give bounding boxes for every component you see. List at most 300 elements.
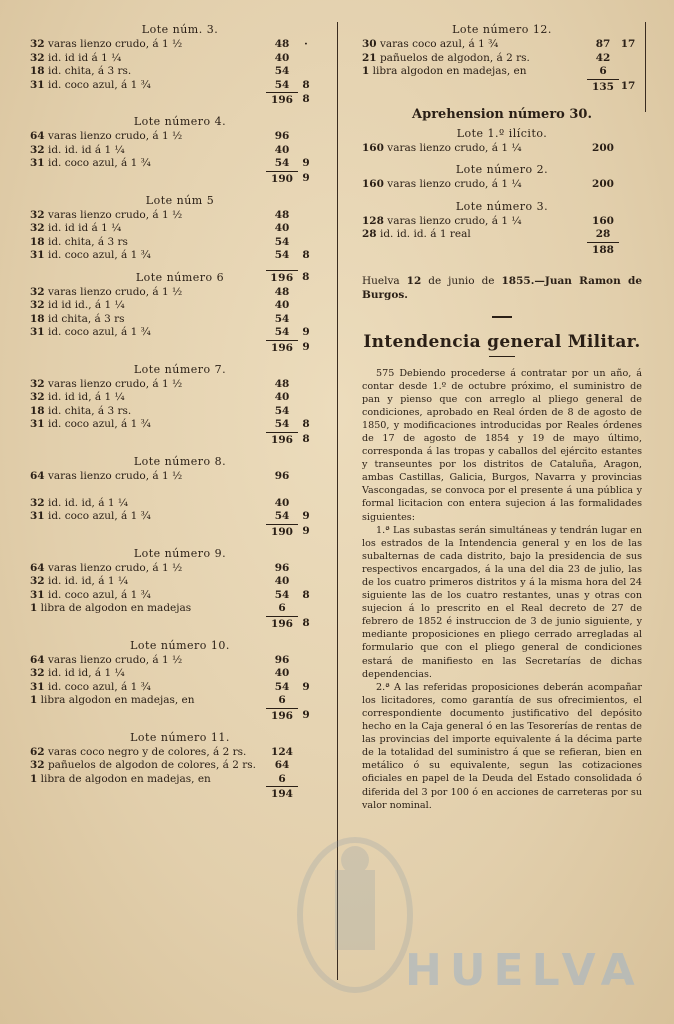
item-row bbox=[30, 667, 330, 681]
lot-title: Lote número 3. bbox=[455, 199, 549, 213]
lot-block bbox=[362, 162, 642, 199]
lot-block bbox=[30, 193, 330, 270]
item-row bbox=[30, 562, 330, 576]
item-amount: 40 bbox=[274, 667, 290, 679]
lot-title: Lote núm 5 bbox=[145, 193, 215, 207]
item-row bbox=[30, 602, 330, 616]
item-row bbox=[30, 299, 330, 313]
item-amount: 48 bbox=[274, 285, 290, 298]
item-amount: 96 bbox=[274, 653, 290, 666]
item-text: id. id. id á 1 ¼ bbox=[44, 143, 125, 156]
item-text: id. id. id, á 1 ¼ bbox=[44, 575, 129, 587]
lot-header bbox=[30, 22, 330, 38]
lot-total bbox=[30, 340, 330, 355]
item-count: 18 bbox=[30, 404, 45, 417]
separator-dash bbox=[492, 316, 512, 318]
lot-total bbox=[30, 616, 330, 631]
total-cents: 8 bbox=[302, 270, 310, 283]
lot-header bbox=[30, 454, 330, 470]
lot-block bbox=[30, 454, 330, 546]
item-description bbox=[362, 215, 522, 229]
item-amount: 42 bbox=[595, 51, 611, 64]
item-description bbox=[30, 299, 125, 313]
item-text: id. id id, á 1 ¼ bbox=[44, 667, 125, 679]
item-amount: 40 bbox=[274, 143, 290, 156]
spacer bbox=[30, 539, 330, 546]
item-row bbox=[30, 759, 330, 773]
item-description bbox=[30, 746, 246, 760]
item-amount: 6 bbox=[278, 694, 286, 706]
total-amount: 190 bbox=[266, 171, 298, 187]
spacer bbox=[30, 355, 330, 362]
item-description bbox=[30, 405, 131, 419]
lot-title: Lote número 7. bbox=[133, 362, 227, 376]
lot-header bbox=[30, 114, 330, 130]
item-count: 32 bbox=[30, 377, 45, 390]
item-text: id id id., á 1 ¼ bbox=[44, 299, 125, 311]
item-text: id. coco azul, á 1 ¾ bbox=[44, 326, 151, 338]
item-count: 32 bbox=[30, 496, 45, 509]
item-amount: 200 bbox=[592, 141, 614, 154]
item-text: id. id. id. á 1 real bbox=[376, 228, 471, 240]
item-count: 32 bbox=[30, 38, 45, 50]
lot-header bbox=[30, 193, 330, 209]
item-count: 32 bbox=[30, 285, 45, 298]
item-text: varas lienzo crudo, á 1 ¼ bbox=[383, 141, 522, 154]
item-row bbox=[30, 589, 330, 603]
item-amount: 64 bbox=[274, 759, 290, 771]
spacer bbox=[30, 801, 330, 808]
total-amount: 196 bbox=[266, 616, 298, 632]
lot-title: Lote número 9. bbox=[133, 546, 227, 560]
item-count: 31 bbox=[30, 418, 45, 430]
item-text: varas lienzo crudo, á 1 ½ bbox=[44, 469, 183, 482]
item-count: 18 bbox=[30, 235, 45, 248]
body-paragraph: 575 Debiendo procederse á contratar por un año, á contar desde 1.º de octubre próximo, el suministro de pan y pienso que con arreglo al pliego general de condiciones, aprobado en Real órden de 8 de agosto de 1850, y modificaciones introducidas por Reales órdenes de 17 de agosto de 1854 y 19 de mayo último, corresponda á las tropas y caballos del ejército estantes y transeuntes por los distritos de Cataluña, Aragon, ambas Castillas, Galicia, Burgos, Navarra y provincias Vascongadas, se convoca por el presente á una pública y formal licitacion con entera sujecion á las formalidades siguientes: bbox=[362, 367, 642, 523]
item-row bbox=[362, 228, 642, 242]
lot-total bbox=[30, 786, 330, 801]
item-count: 31 bbox=[30, 326, 45, 338]
lot-block bbox=[362, 199, 642, 264]
item-description bbox=[30, 65, 131, 79]
total-amount: 190 bbox=[266, 524, 298, 540]
item-text: id. chita, á 3 rs. bbox=[44, 65, 132, 77]
spacer bbox=[30, 447, 330, 454]
item-text: varas coco negro y de colores, á 2 rs. bbox=[44, 745, 247, 758]
lot-title: Lote 1.º ilícito. bbox=[456, 126, 548, 140]
item-description bbox=[30, 222, 121, 236]
lot-total bbox=[30, 171, 330, 186]
spacer bbox=[362, 257, 642, 264]
item-row bbox=[30, 497, 330, 511]
seal-emblem bbox=[290, 830, 420, 1000]
item-description bbox=[30, 209, 182, 223]
lot-title: Lote núm. 3. bbox=[141, 23, 219, 36]
item-text: id. chita, á 3 rs. bbox=[44, 404, 132, 417]
item-text: pañuelos de algodon de colores, á 2 rs. bbox=[44, 759, 256, 771]
lot-header bbox=[30, 546, 330, 562]
item-amount: 54 bbox=[274, 588, 290, 601]
signature bbox=[362, 274, 642, 302]
item-count: 31 bbox=[30, 510, 45, 522]
column-divider-right bbox=[645, 22, 646, 112]
item-row bbox=[30, 209, 330, 223]
item-row bbox=[30, 483, 330, 497]
lot-header bbox=[362, 126, 642, 142]
item-description bbox=[30, 575, 128, 589]
item-amount: 6 bbox=[278, 772, 286, 785]
title-underline bbox=[489, 356, 515, 357]
item-text: pañuelos de algodon, á 2 rs. bbox=[376, 51, 530, 64]
item-cents: 9 bbox=[302, 326, 310, 338]
item-row bbox=[362, 52, 642, 66]
item-amount: 54 bbox=[274, 680, 290, 693]
item-description bbox=[30, 654, 182, 668]
item-description bbox=[30, 52, 121, 66]
item-count: 1 bbox=[30, 694, 38, 706]
item-text: id. id. id, á 1 ¼ bbox=[44, 496, 129, 509]
item-text: id. coco azul, á 1 ¾ bbox=[44, 418, 151, 430]
signature-day: 12 bbox=[406, 274, 422, 287]
spacer bbox=[30, 631, 330, 638]
lot-header bbox=[362, 199, 642, 215]
spacer bbox=[30, 723, 330, 730]
watermark-text: HUELVA bbox=[405, 945, 643, 996]
item-description bbox=[30, 79, 151, 93]
total-amount: 194 bbox=[266, 786, 298, 802]
item-text: varas coco azul, á 1 ¾ bbox=[376, 38, 499, 50]
item-amount: 54 bbox=[274, 510, 290, 522]
item-amount: 6 bbox=[278, 602, 286, 614]
item-amount: 54 bbox=[274, 326, 290, 338]
lot-header bbox=[30, 730, 330, 746]
total-cents: 9 bbox=[302, 340, 310, 353]
item-count: 32 bbox=[30, 391, 45, 403]
item-row bbox=[30, 52, 330, 66]
lot-title: Lote número 10. bbox=[130, 638, 230, 652]
item-count: 64 bbox=[30, 469, 45, 482]
lot-header bbox=[30, 362, 330, 378]
section-title: Intendencia general Militar. bbox=[363, 331, 641, 352]
item-row bbox=[30, 157, 330, 171]
item-count: 160 bbox=[362, 141, 384, 154]
item-count: 1 bbox=[30, 602, 38, 614]
item-row bbox=[30, 405, 330, 419]
item-row bbox=[30, 236, 330, 250]
item-cents: · bbox=[304, 38, 308, 50]
item-count: 31 bbox=[30, 249, 45, 261]
lot-total bbox=[362, 242, 642, 257]
lot-title: Lote número 2. bbox=[455, 163, 549, 176]
total-cents: 9 bbox=[302, 171, 310, 184]
item-description bbox=[30, 286, 182, 300]
item-count: 31 bbox=[30, 157, 45, 169]
item-count: 64 bbox=[30, 130, 45, 142]
item-amount: 40 bbox=[274, 575, 290, 587]
item-amount: 54 bbox=[274, 312, 290, 325]
item-row bbox=[30, 222, 330, 236]
lot-total bbox=[30, 92, 330, 107]
lot-block bbox=[30, 638, 330, 730]
lot-block bbox=[30, 730, 330, 809]
total-amount: 196 bbox=[266, 708, 298, 724]
item-count: 62 bbox=[30, 745, 45, 758]
aprehension-lotes bbox=[362, 126, 642, 264]
item-amount: 200 bbox=[592, 178, 614, 190]
item-amount: 96 bbox=[274, 130, 290, 142]
item-count: 1 bbox=[30, 772, 38, 785]
lot-title: Lote número 4. bbox=[133, 115, 227, 128]
signature-name: .—Juan Ramon de Burgos. bbox=[362, 274, 642, 301]
item-count: 64 bbox=[30, 561, 45, 574]
item-text: libra de algodon en madejas bbox=[37, 602, 192, 614]
item-text: libra algodon en madejas, en bbox=[369, 65, 527, 77]
item-description bbox=[30, 681, 151, 695]
lot-total bbox=[362, 79, 642, 94]
item-amount: 96 bbox=[274, 469, 290, 482]
lot-block bbox=[30, 546, 330, 638]
lot-header bbox=[30, 638, 330, 654]
item-description bbox=[30, 470, 182, 484]
item-text: varas lienzo crudo, á 1 ½ bbox=[44, 653, 183, 666]
item-description bbox=[30, 759, 256, 773]
item-row bbox=[30, 79, 330, 93]
item-amount: 40 bbox=[274, 51, 290, 64]
item-text: id. coco azul, á 1 ¾ bbox=[44, 588, 151, 601]
lot-header bbox=[30, 270, 330, 286]
item-count: 31 bbox=[30, 588, 45, 601]
item-text: varas lienzo crudo, á 1 ½ bbox=[44, 377, 183, 390]
item-text: varas lienzo crudo, á 1 ½ bbox=[44, 285, 183, 298]
item-text: id. chita, á 3 rs bbox=[44, 235, 128, 248]
body-paragraph: 2.ª A las referidas proposiciones deberán acompañar los licitadores, como garantía de sus ofrecimientos, el correspondiente documento justificativo del depósito hecho en la Caja general ó en las Tesorerías de rentas de las provincias del importe equivalente á la décima parte de la totalidad del suministro á que se refieran, bien en metálico ó su equivalente, segun las cotizaciones oficiales en papel de la Deuda del Estado consolidada ó diferida del 3 por 100 ó en acciones de carreteras por su valor nominal. bbox=[362, 681, 642, 811]
item-cents: 8 bbox=[302, 249, 310, 261]
item-description bbox=[30, 326, 151, 340]
left-column bbox=[30, 22, 330, 808]
item-amount: 54 bbox=[274, 65, 290, 77]
item-count: 32 bbox=[30, 667, 45, 679]
item-cents: 9 bbox=[302, 157, 310, 169]
item-description bbox=[30, 667, 125, 681]
total-cents: 17 bbox=[620, 79, 636, 92]
item-row bbox=[362, 178, 642, 192]
item-description bbox=[30, 510, 151, 524]
lot-block bbox=[362, 126, 642, 163]
item-amount: 6 bbox=[599, 65, 607, 77]
item-amount: 40 bbox=[274, 222, 290, 234]
item-amount: 54 bbox=[274, 157, 290, 169]
item-count: 32 bbox=[30, 222, 45, 234]
item-text: id. coco azul, á 1 ¾ bbox=[44, 157, 151, 169]
signature-place: Huelva bbox=[362, 274, 407, 287]
item-count: 18 bbox=[30, 312, 45, 325]
item-count: 31 bbox=[30, 680, 45, 693]
item-row bbox=[30, 510, 330, 524]
lot-title: Lote número 11. bbox=[130, 730, 230, 744]
item-text: varas lienzo crudo, á 1 ¼ bbox=[383, 178, 522, 190]
total-amount: 196 bbox=[266, 432, 298, 448]
item-row bbox=[30, 418, 330, 432]
item-count: 32 bbox=[30, 759, 45, 771]
lot-total bbox=[30, 432, 330, 447]
item-text: varas lienzo crudo, á 1 ½ bbox=[44, 208, 183, 221]
item-description bbox=[362, 65, 527, 79]
lot-block bbox=[362, 22, 642, 101]
item-description bbox=[30, 391, 125, 405]
item-description bbox=[362, 142, 522, 156]
item-description bbox=[30, 562, 182, 576]
item-count: 1 bbox=[362, 65, 370, 77]
item-amount: 160 bbox=[592, 214, 614, 227]
item-amount: 48 bbox=[274, 377, 290, 390]
item-amount: 40 bbox=[274, 299, 290, 311]
item-amount: 87 bbox=[595, 38, 611, 50]
item-row bbox=[362, 142, 642, 156]
aprehension-heading: Aprehension número 30. bbox=[412, 106, 592, 122]
item-description bbox=[362, 38, 498, 52]
item-amount: 124 bbox=[271, 745, 293, 758]
item-count: 32 bbox=[30, 51, 45, 64]
lot-block bbox=[30, 22, 330, 114]
item-text: id. id id, á 1 ¼ bbox=[44, 391, 125, 403]
item-row bbox=[30, 286, 330, 300]
item-row bbox=[362, 215, 642, 229]
item-count: 21 bbox=[362, 51, 377, 64]
item-amount: 54 bbox=[274, 249, 290, 261]
item-amount: 54 bbox=[274, 418, 290, 430]
item-text: varas lienzo crudo, á 1 ½ bbox=[44, 130, 183, 142]
item-amount: 48 bbox=[274, 38, 290, 50]
item-row bbox=[30, 681, 330, 695]
item-row bbox=[362, 65, 642, 79]
item-row bbox=[30, 575, 330, 589]
item-text: id. coco azul, á 1 ¾ bbox=[44, 680, 151, 693]
body-paragraph: 1.ª Las subastas serán simultáneas y tendrán lugar en los estrados de la Intendencia general y en los de las subalternas de cada distrito, bajo la presidencia de sus respectivos encargados, á la una del dia 23 de julio, las de los cuatro primeros distritos y á la misma hora del 24 siguiente las de los cuatro restantes, unas y otras con sujecion á lo prescrito en el Real decreto de 27 de febrero de 1852 é instruccion de 3 de junio siguiente, y mediante proposiciones en pliego cerrado arregladas al formulario que con el pliego general de condiciones estará de manifiesto en las Secretarías de dichas dependencias. bbox=[362, 524, 642, 680]
lot-block bbox=[30, 270, 330, 362]
item-amount: 54 bbox=[274, 235, 290, 248]
item-cents: 8 bbox=[302, 588, 310, 601]
lot-title: Lote número 6 bbox=[135, 270, 225, 284]
right-column bbox=[362, 22, 642, 812]
spacer bbox=[30, 186, 330, 193]
item-text: libra de algodon en madejas, en bbox=[37, 772, 211, 785]
item-amount: 96 bbox=[274, 561, 290, 574]
item-description bbox=[30, 418, 151, 432]
total-amount: 135 bbox=[587, 79, 619, 95]
total-amount: 196 bbox=[266, 270, 298, 286]
item-row bbox=[30, 38, 330, 52]
item-description bbox=[30, 157, 151, 171]
item-description bbox=[30, 694, 195, 708]
item-cents: 9 bbox=[302, 510, 310, 522]
item-row bbox=[30, 654, 330, 668]
lot-total bbox=[30, 524, 330, 539]
item-text: libra algodon en madejas, en bbox=[37, 694, 195, 706]
lot-header bbox=[362, 22, 642, 38]
item-count: 18 bbox=[30, 65, 45, 77]
item-cents: 8 bbox=[302, 418, 310, 430]
lot-block bbox=[30, 362, 330, 454]
item-count: 64 bbox=[30, 653, 45, 666]
item-row bbox=[30, 65, 330, 79]
item-description bbox=[30, 38, 182, 52]
lot-header bbox=[362, 162, 642, 178]
section-body bbox=[362, 367, 642, 812]
item-amount: 40 bbox=[274, 496, 290, 509]
item-description bbox=[30, 497, 128, 511]
item-cents: 8 bbox=[302, 78, 310, 91]
item-text: varas lienzo crudo, á 1 ¼ bbox=[383, 214, 522, 227]
lot-block bbox=[30, 114, 330, 193]
item-description bbox=[30, 236, 128, 250]
item-row bbox=[30, 694, 330, 708]
item-row bbox=[30, 144, 330, 158]
signature-year: 1855 bbox=[501, 274, 531, 287]
item-description bbox=[30, 378, 182, 392]
spacer bbox=[362, 192, 642, 199]
item-row bbox=[30, 470, 330, 484]
lot-title: Lote número 12. bbox=[452, 23, 552, 36]
item-description bbox=[362, 52, 530, 66]
item-text: varas lienzo crudo, á 1 ½ bbox=[44, 38, 183, 50]
item-text: id. coco azul, á 1 ¾ bbox=[44, 249, 151, 261]
total-cents: 8 bbox=[302, 432, 310, 445]
total-amount: 196 bbox=[266, 340, 298, 356]
total-cents: 8 bbox=[302, 93, 310, 105]
lot-title: Lote número 8. bbox=[133, 454, 227, 468]
item-count: 32 bbox=[30, 299, 45, 311]
item-row bbox=[362, 38, 642, 52]
lote-12-block bbox=[362, 22, 642, 101]
item-row bbox=[30, 130, 330, 144]
spacer bbox=[30, 107, 330, 114]
item-description bbox=[30, 589, 151, 603]
total-cents: 9 bbox=[302, 708, 310, 721]
item-count: 160 bbox=[362, 178, 384, 190]
item-amount: 48 bbox=[274, 208, 290, 221]
lot-total bbox=[30, 270, 330, 285]
total-cents: 8 bbox=[302, 616, 310, 629]
item-cents: 17 bbox=[620, 38, 636, 50]
item-count: 32 bbox=[30, 208, 45, 221]
item-cents: 9 bbox=[302, 680, 310, 693]
item-row bbox=[30, 326, 330, 340]
item-description bbox=[30, 313, 125, 327]
item-text: id. coco azul, á 1 ¾ bbox=[44, 78, 151, 91]
item-text: id. id id á 1 ¼ bbox=[44, 222, 122, 234]
item-text: varas lienzo crudo, á 1 ½ bbox=[44, 561, 183, 574]
item-amount: 28 bbox=[595, 228, 611, 240]
item-count: 31 bbox=[30, 78, 45, 91]
item-count: 30 bbox=[362, 38, 377, 50]
total-amount: 188 bbox=[587, 242, 619, 258]
item-description bbox=[30, 249, 151, 263]
item-row bbox=[30, 378, 330, 392]
total-cents: 9 bbox=[302, 524, 310, 537]
spacer bbox=[30, 263, 330, 270]
item-amount: 54 bbox=[274, 404, 290, 417]
item-description bbox=[362, 228, 471, 242]
signature-month: de junio de bbox=[421, 274, 502, 287]
item-description bbox=[30, 602, 191, 616]
item-description bbox=[30, 130, 182, 144]
lot-total bbox=[30, 708, 330, 723]
item-count: 128 bbox=[362, 214, 384, 227]
item-row bbox=[30, 391, 330, 405]
spacer bbox=[362, 155, 642, 162]
item-text: id. id id á 1 ¼ bbox=[44, 51, 122, 64]
item-row bbox=[30, 313, 330, 327]
